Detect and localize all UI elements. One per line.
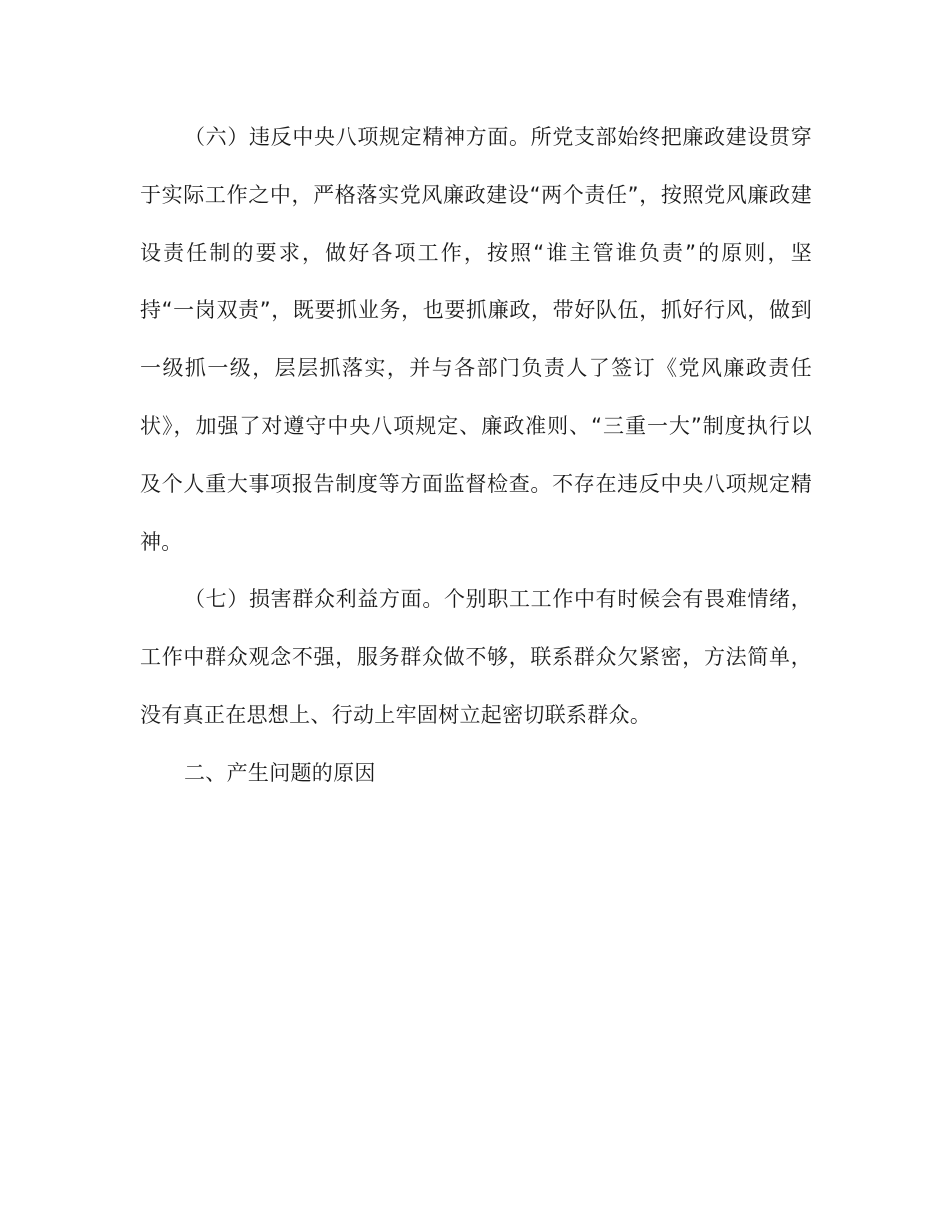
paragraph-section-7: （七）损害群众利益方面。个别职工工作中有时候会有畏难情绪，工作中群众观念不强，服务群众做不够，联系群众欠紧密，方法简单，没有真正在思想上、行动上牢固树立起密切联系群众。 (140, 587, 812, 727)
section-heading: 二、产生问题的原因 (184, 760, 376, 785)
paragraph-section-6: （六）违反中央八项规定精神方面。所党支部始终把廉政建设贯穿于实际工作之中，严格落实党风廉政建设“两个责任”，按照党风廉政建设责任制的要求，做好各项工作，按照“谁主管谁负责”的原则，坚持“一岗双责”，既要抓业务，也要抓廉政，带好队伍，抓好行风，做到一级抓一级，层层抓落实，并与各部门负责人了签订《党风廉政责任状》，加强了对遵守中央八项规定、廉政准则、“三重一大”制度执行以及个人重大事项报告制度等方面监督检查。不存在违反中央八项规定精神。 (140, 125, 812, 554)
document-body (140, 109, 812, 803)
